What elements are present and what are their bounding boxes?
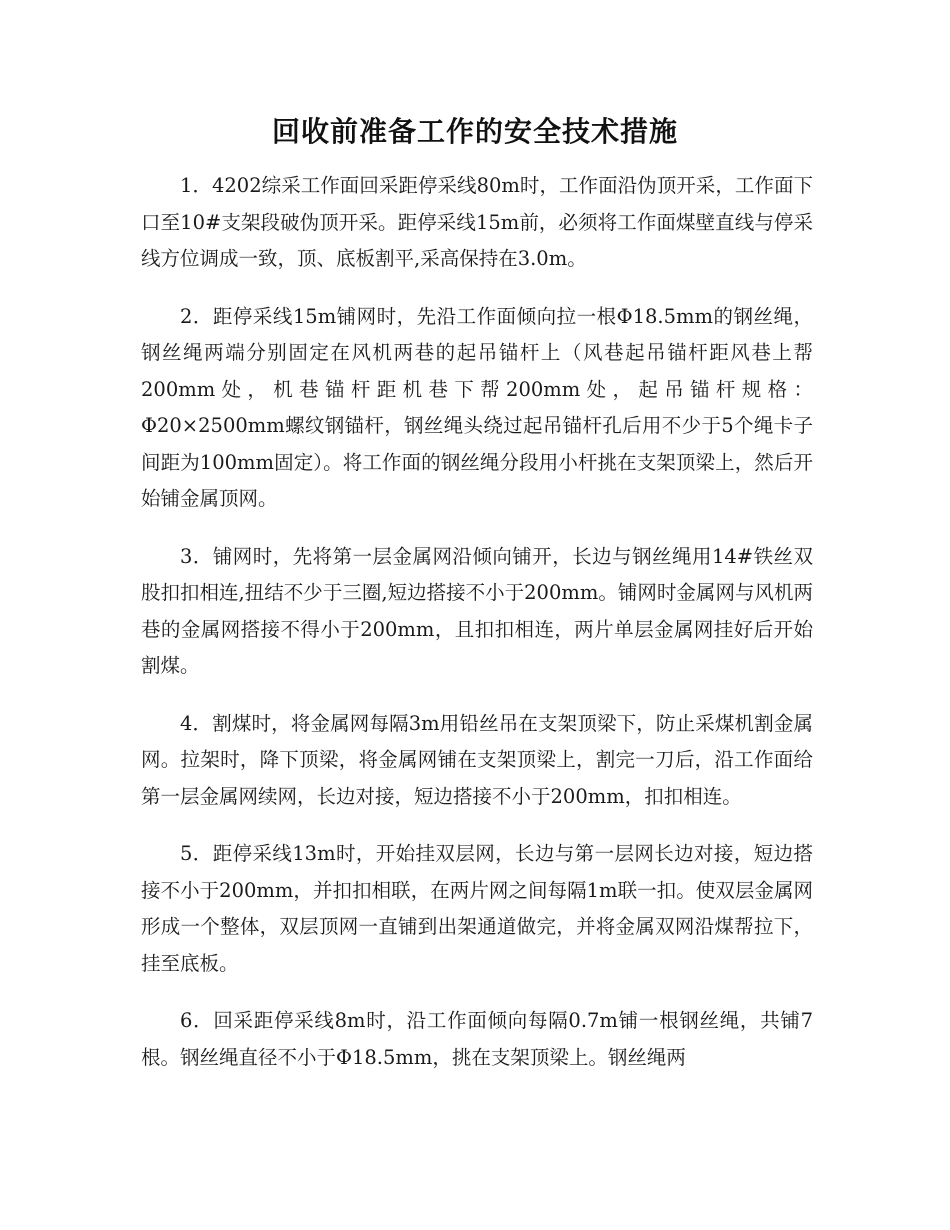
paragraph-4: 4．割煤时，将金属网每隔3m用铅丝吊在支架顶梁下，防止采煤机割金属网。拉架时，降下顶梁，将金属网铺在支架顶梁上，割完一刀后，沿工作面给第一层金属网续网，长边对接，短边搭接不小于200mm，扣扣相连。 [141,711,813,808]
page-title: 回收前准备工作的安全技术措施 [271,115,678,148]
paragraph-3: 3．铺网时，先将第一层金属网沿倾向铺开，长边与钢丝绳用14#铁丝双股扣扣相连,扭结不少于三圈,短边搭接不小于200mm。铺网时金属网与风机两巷的金属网搭接不得小于200mm，且扣扣相连，两片单层金属网挂好后开始割煤。 [141,544,813,677]
paragraph-5: 5．距停采线13m时，开始挂双层网，长边与第一层网长边对接，短边搭接不小于200mm，并扣扣相联，在两片网之间每隔1m联一扣。使双层金属网形成一个整体，双层顶网一直铺到出架通道做完，并将金属双网沿煤帮拉下，挂至底板。 [141,842,813,975]
paragraph-2: 2．距停采线15m铺网时，先沿工作面倾向拉一根Φ18.5mm的钢丝绳，钢丝绳两端分别固定在风机两巷的起吊锚杆上（风巷起吊锚杆距风巷上帮200mm处，机巷锚杆距机巷下帮200mm处，起吊锚杆规格：Φ20×2500mm螺纹钢锚杆，钢丝绳头绕过起吊锚杆孔后用不少于5个绳卡子间距为100mm固定）。将工作面的钢丝绳分段用小杆挑在支架顶梁上，然后开始铺金属顶网。 [141,304,813,510]
document-body [141,168,813,1097]
paragraph-6: 6．回采距停采线8m时，沿工作面倾向每隔0.7m铺一根钢丝绳，共铺7根。钢丝绳直径不小于Φ18.5mm，挑在支架顶梁上。钢丝绳两 [141,1009,813,1069]
paragraph-1: 1．4202综采工作面回采距停采线80m时，工作面沿伪顶开采，工作面下口至10#支架段破伪顶开采。距停采线15m前，必须将工作面煤壁直线与停采线方位调成一致，顶、底板割平,采高保持在3.0m。 [141,174,813,270]
